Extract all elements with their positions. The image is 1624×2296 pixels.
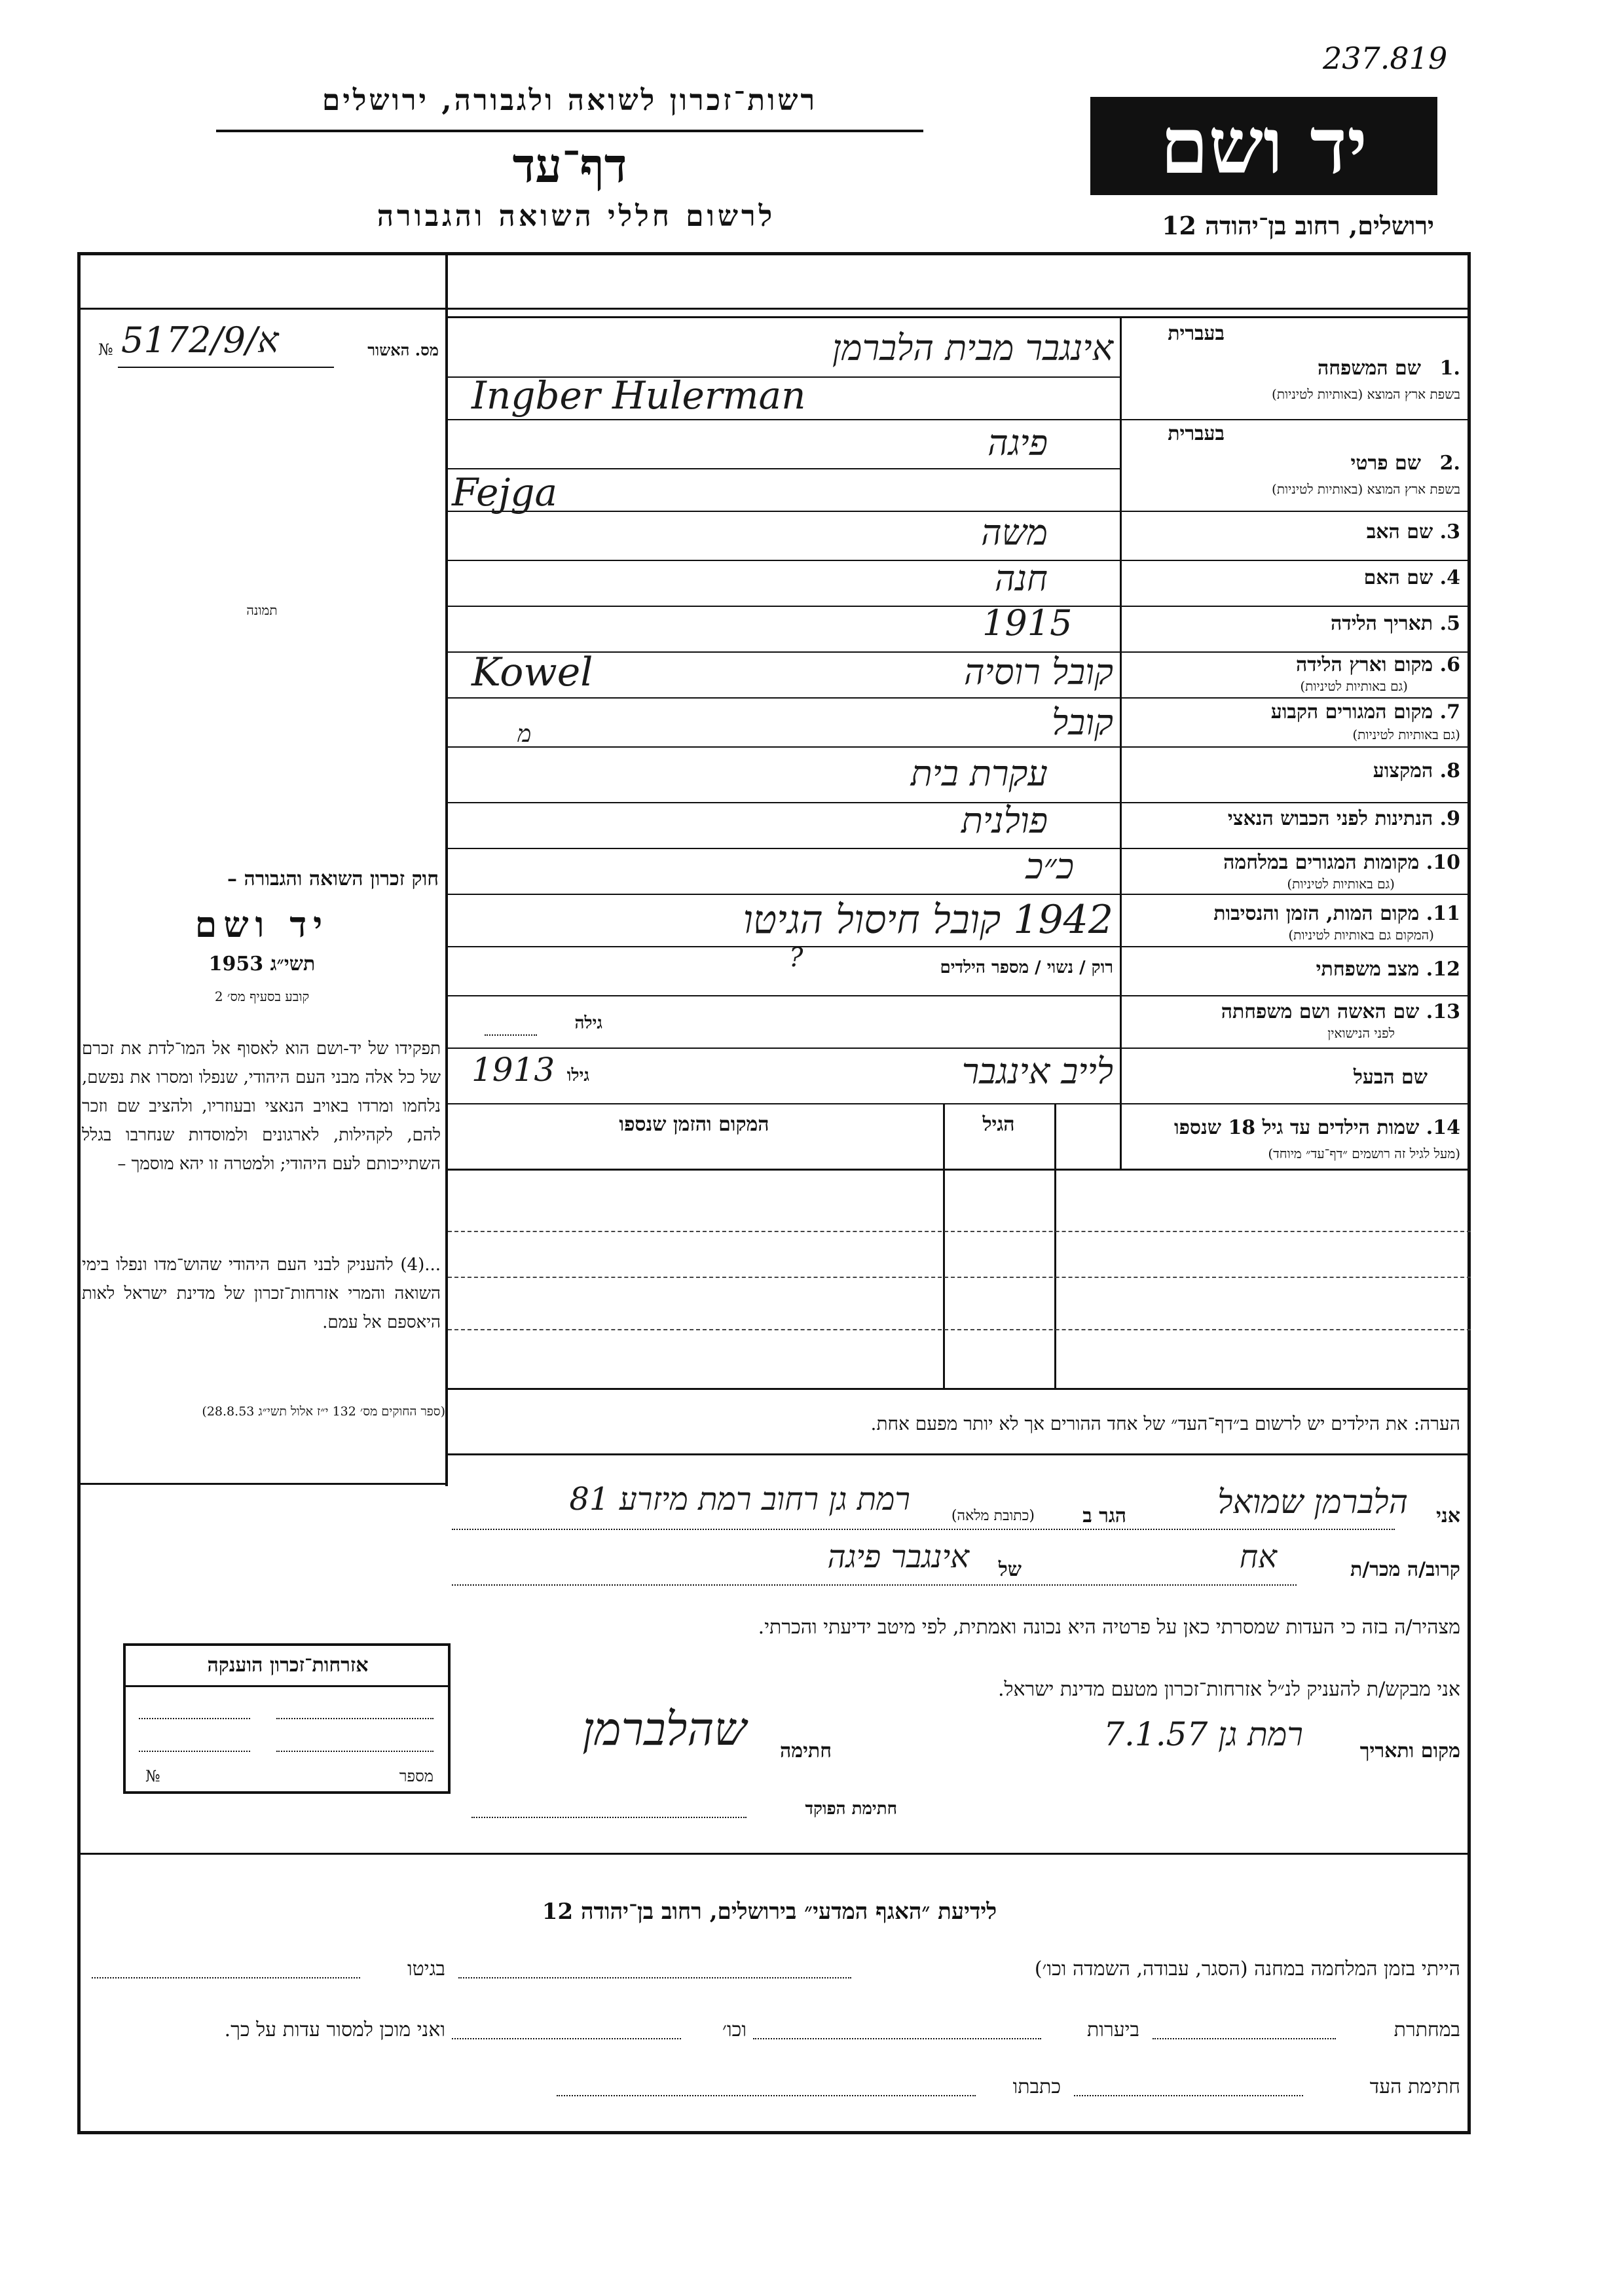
mother-name-value: חנה xyxy=(994,558,1048,599)
declarant-signature: שהלברמן xyxy=(582,1702,747,1756)
top-double-rule-2 xyxy=(445,316,1471,318)
father-name-value: משה xyxy=(981,512,1048,553)
citizenship-number-label: מספר xyxy=(399,1767,434,1785)
relation-underline xyxy=(452,1584,1297,1586)
children-note: הערה: את הילדים יש לרשום ב״דף־העד״ של אחד ההורים אך לא יותר מפעם אחת. xyxy=(870,1413,1460,1434)
citizenship-box-line xyxy=(276,1718,434,1719)
children-place-header: המקום והזמן שנספו xyxy=(619,1113,769,1136)
occupation-label: המקצוע xyxy=(1373,759,1433,782)
field-9-label xyxy=(1133,807,1460,830)
of-label: של xyxy=(998,1558,1022,1581)
children-col-divider xyxy=(1054,1103,1056,1388)
death-place-value: 1942 קובל חיסול הגיטו xyxy=(743,897,1113,943)
photo-label: תמונה xyxy=(246,602,278,618)
archive-reference: 237.819 xyxy=(1323,41,1448,76)
field-7-sublabel: (גם באותיות לטיניות) xyxy=(1352,727,1460,742)
document-subtitle: לרשום חללי השואה והגבורה xyxy=(377,200,776,233)
field-3-label xyxy=(1133,520,1460,543)
label-column-divider xyxy=(1120,318,1122,1169)
field-9-number: 9. xyxy=(1439,807,1460,830)
clerk-signature-underline xyxy=(471,1817,747,1818)
field-8-label xyxy=(1133,759,1460,782)
husband-name-label: שם הבעל xyxy=(1353,1066,1428,1089)
row-rule xyxy=(448,946,1471,947)
row-rule xyxy=(448,995,1471,996)
father-name-label: שם האב xyxy=(1366,520,1433,543)
citizenship-request: אני מבקש/ת להעניק לנ״ל אזרחות־זכרון מטעם מדינת ישראל. xyxy=(997,1678,1460,1701)
relation-label: קרוב/ה מכר/ת xyxy=(1350,1558,1460,1581)
approval-label: מס. האשור xyxy=(367,340,439,359)
signature-label: חתימה xyxy=(780,1740,832,1762)
approval-number-prefix: № xyxy=(98,340,113,359)
organization-title: רשות־זכרון לשואה ולגבורה, ירושלים xyxy=(322,84,818,117)
first-name-hebrew: פיגה xyxy=(987,422,1048,464)
field-11-label xyxy=(1133,902,1460,925)
declarant-name: הלברמן שמואל xyxy=(1217,1483,1408,1521)
children-row-rule xyxy=(448,1329,1471,1330)
field-10-number: 10. xyxy=(1426,851,1460,874)
row-rule xyxy=(448,419,1471,420)
death-place-label: מקום המות, הזמן והנסיבות xyxy=(1213,902,1420,925)
field-1-label: שם המשפחה xyxy=(1317,357,1421,380)
approval-number: א/5172/9 xyxy=(121,319,279,361)
law-text-2: ...(4) להעניק לבני העם היהודי שהוש־מדו ונפלו בימי השואה והמרי אזרחות־זכרון של מדינת ישראל לאות היאספם אל עמם. xyxy=(82,1255,441,1332)
children-label xyxy=(1061,1116,1460,1139)
wartime-residence-value: כ״כ xyxy=(1025,846,1074,887)
field-1-tag: בעברית xyxy=(1168,322,1225,345)
marital-status-label: מצב משפחתי xyxy=(1316,958,1420,981)
field-14-number: 14. xyxy=(1426,1116,1460,1139)
law-underline xyxy=(77,1483,448,1485)
field-7-label xyxy=(1133,701,1460,723)
law-title: חוק זכרון השואה והגבורה – xyxy=(227,867,439,890)
row-rule-thin xyxy=(448,468,1120,469)
footer-etc-underline xyxy=(452,2038,681,2039)
left-column-divider xyxy=(445,252,448,1486)
citizenship-box xyxy=(123,1643,451,1794)
nationality-label: הנתינות לפני הכבוש הנאצי xyxy=(1227,807,1433,830)
law-clause: קובע בסעיף מס׳ 2 xyxy=(214,989,310,1004)
footer-ghetto-underline xyxy=(92,1977,360,1978)
approval-underline xyxy=(118,367,334,368)
footer-title: לידיעת ״האגף המדעי״ בירושלים, רחוב בן־יהודה 12 xyxy=(542,1899,997,1925)
relation-value: אח xyxy=(1239,1539,1277,1575)
field-4-label xyxy=(1133,566,1460,589)
residence-value: קובל xyxy=(1052,702,1113,743)
row-rule xyxy=(448,1103,1471,1104)
document-title: דף־עד xyxy=(512,137,627,193)
field-5-number: 5. xyxy=(1439,612,1460,635)
row-rule xyxy=(448,606,1471,607)
wife-age-label: גילה xyxy=(574,1013,602,1033)
row-rule xyxy=(448,1048,1471,1049)
birth-place-label: מקום וארץ הלידה xyxy=(1295,653,1433,676)
field-2-tag: בעברית xyxy=(1168,422,1225,445)
footer-partisans-underline xyxy=(1153,2038,1336,2039)
occupation-value: עקרת בית xyxy=(910,753,1048,794)
law-text: תפקידו של יד-ושם הוא לאסוף אל המו־לדת את זכרם של כל אלה מבני העם היהודי, שנפלו ומסרו את נפשם, נלחמו ומרדו באויב הנאצי ובעוזריו, ולהציב שם וזכר להם, לקהילות, לארגונים ולמוסדות שנחרבו בגלל השתייכותם לעם היהודי; ולמטרה זו יהא מוסמך – xyxy=(82,1039,441,1174)
footer-forests: ביערות xyxy=(1086,2018,1139,2041)
note-bottom-rule xyxy=(448,1453,1471,1455)
field-1-sublabel: בשפת ארץ המוצא (באותיות לטיניות) xyxy=(1272,386,1460,402)
wife-age-underline xyxy=(485,1034,537,1036)
citizenship-box-rule xyxy=(126,1685,448,1687)
children-sublabel: (מעל לגיל זה רושמים ״דף־עד״ מיוחד) xyxy=(1268,1146,1460,1161)
citizenship-box-line xyxy=(276,1751,434,1752)
field-2-sublabel: בשפת ארץ המוצא (באותיות לטיניות) xyxy=(1272,481,1460,497)
footer-address: כתבתו xyxy=(1012,2075,1061,2098)
marital-status-options: רוק / נשוי / מספר הילדים xyxy=(940,958,1113,977)
field-11-sublabel: (המקום גם באותיות לטיניות) xyxy=(1288,927,1434,943)
address-note: (כתובת מלאה) xyxy=(951,1508,1035,1524)
citizenship-box-line xyxy=(139,1718,250,1719)
row-rule xyxy=(448,894,1471,895)
marital-status-value: ? xyxy=(789,943,803,973)
footer-camp-line: הייתי בזמן המלחמה במחנה (הסגר, עבודה, השמדה וכו׳) xyxy=(1034,1958,1460,1980)
nationality-value: פולנית xyxy=(961,800,1048,841)
children-row-rule xyxy=(448,1277,1471,1278)
declaration-statement: מצהיר/ה בזה כי העדות שמסרתי כאן על פרטיה היא נכונה ואמתית, לפי מיטב ידיעתי והכרתי. xyxy=(758,1616,1460,1639)
place-date-value: רמת גן 7.1.57 xyxy=(1103,1715,1303,1753)
field-12-label xyxy=(1133,958,1460,981)
footer-ready: ואני מוכן למסור עדות על כך. xyxy=(224,2018,445,2041)
mother-name-label: שם האם xyxy=(1363,566,1433,589)
footer-etc: וכו׳ xyxy=(722,2018,747,2041)
declarant-i-label: אני xyxy=(1436,1504,1460,1527)
row-rule xyxy=(448,746,1471,748)
field-11-number: 11. xyxy=(1426,902,1460,925)
row-rule xyxy=(448,1169,1471,1171)
field-4-number: 4. xyxy=(1439,566,1460,589)
husband-age-label: גילו xyxy=(566,1066,589,1085)
children-table-bottom xyxy=(448,1388,1471,1390)
field-8-number: 8. xyxy=(1439,759,1460,782)
field-12-number: 12. xyxy=(1426,958,1460,981)
field-2-label: שם פרטי xyxy=(1350,452,1421,475)
field-10-sublabel: (גם באותיות לטיניות) xyxy=(1287,876,1395,892)
children-row-rule xyxy=(448,1231,1471,1232)
birth-date-value: 1915 xyxy=(982,602,1073,644)
declarant-address-underline xyxy=(452,1529,1395,1530)
first-name-latin: Fejga xyxy=(452,470,558,515)
children-col-divider xyxy=(943,1103,945,1388)
field-6-number: 6. xyxy=(1439,653,1460,676)
law-name: יד ושם xyxy=(194,903,329,945)
husband-age-value: 1913 xyxy=(471,1051,555,1089)
residence-extra-mark: מ xyxy=(517,721,532,748)
footer-ghetto: בגיטו xyxy=(407,1958,445,1980)
footer-witness-underline xyxy=(1074,2095,1303,2096)
field-3-number: 3. xyxy=(1439,520,1460,543)
top-double-rule xyxy=(77,308,1471,310)
law-reference: (ספר החוקים מס׳ 132 י״ז אלול תשי״ג 28.8.53) xyxy=(202,1404,445,1419)
citizenship-box-line xyxy=(139,1751,250,1752)
footer-address-underline xyxy=(557,2095,976,2096)
header-address: ירושלים, רחוב בן־יהודה 12 xyxy=(1162,211,1434,240)
law-year: תשי״ג 1953 xyxy=(208,953,316,975)
wife-name-label: שם האשה ושם משפחתה xyxy=(1221,1000,1420,1023)
field-2-number: 2. xyxy=(1439,452,1460,475)
citizenship-box-title: אזרחות־זכרון הוענקה xyxy=(207,1654,369,1677)
header-rule xyxy=(216,130,923,132)
field-1-number: 1. xyxy=(1439,357,1460,380)
birth-place-value: קובל רוסיה xyxy=(963,651,1113,693)
wartime-residence-label: מקומות המגורים במלחמה xyxy=(1223,851,1420,874)
declarant-address: רמת גן רחוב רמת מיזרע 81 xyxy=(569,1481,910,1518)
footer-rule xyxy=(77,1853,1471,1855)
clerk-signature-label: חתימת הפוקד xyxy=(805,1799,897,1819)
field-7-number: 7. xyxy=(1439,701,1460,723)
footer-witness-signature: חתימת העד xyxy=(1369,2075,1460,2098)
husband-name-value: לייב אינגבר xyxy=(961,1051,1113,1092)
birth-place-latin: Kowel xyxy=(471,649,593,695)
residing-label: הגר ב xyxy=(1082,1504,1126,1527)
field-13-label xyxy=(1133,1000,1460,1023)
field-13-number: 13. xyxy=(1426,1000,1460,1023)
field-6-sublabel: (גם באותיות לטיניות) xyxy=(1300,678,1408,694)
footer-forests-underline xyxy=(753,2038,1041,2039)
field-5-label xyxy=(1133,612,1460,635)
citizenship-number-prefix: № xyxy=(145,1767,160,1785)
children-label-text: שמות הילדים עד גיל 18 שנספו xyxy=(1173,1116,1420,1139)
footer-camp-underline xyxy=(458,1977,851,1978)
family-name-latin: Ingber Hulerman xyxy=(471,373,806,418)
yad-vashem-logo: יד ושם xyxy=(1090,97,1437,195)
family-name-hebrew: אינגבר מבית הלברמן xyxy=(832,327,1113,369)
field-6-label xyxy=(1133,653,1460,676)
relation-of-value: אינגבר פיגה xyxy=(827,1539,969,1575)
place-date-label: מקום ותאריך xyxy=(1359,1740,1460,1762)
field-13-sublabel: לפני הנישואין xyxy=(1327,1025,1395,1041)
residence-label: מקום המגורים הקבוע xyxy=(1270,701,1433,723)
field-10-label xyxy=(1133,851,1460,874)
footer-partisans: במחתרת xyxy=(1393,2018,1460,2041)
row-rule xyxy=(448,697,1471,699)
children-age-header: הגיל xyxy=(982,1113,1015,1136)
birth-date-label: תאריך הלידה xyxy=(1331,612,1433,635)
